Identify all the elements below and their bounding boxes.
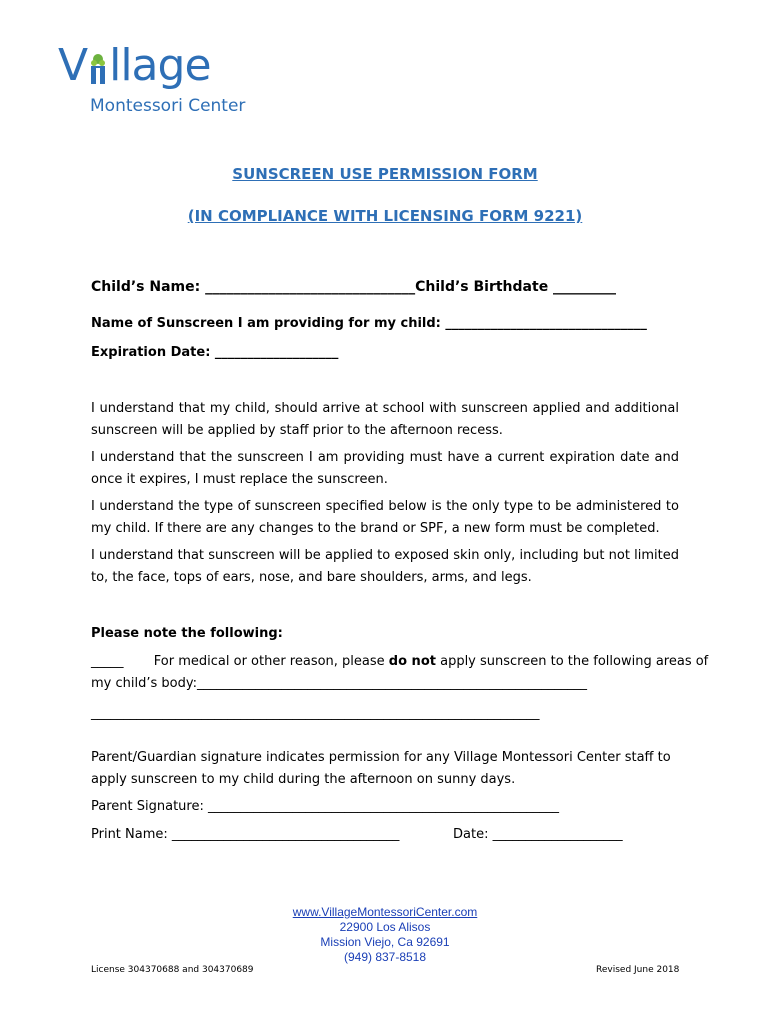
note-heading: Please note the following:	[91, 626, 283, 641]
form-title: SUNSCREEN USE PERMISSION FORM	[232, 165, 538, 183]
expiration-date-field[interactable]: Expiration Date: ___________________	[91, 345, 339, 360]
address-line-1: 22900 Los Alisos	[339, 920, 431, 934]
date-field[interactable]: Date: ____________________	[453, 827, 623, 842]
note-text-bold: do not	[388, 654, 436, 669]
logo-subtitle: Montessori Center	[90, 96, 246, 116]
childs-name-label: Child’s Name: ______________________________	[91, 279, 416, 295]
note-body-field[interactable]: my child’s body:____________________________________________________________	[91, 676, 587, 691]
paragraph-type: I understand the type of sunscreen specified below is the only type to be administered to my child. If there are any changes to the brand or SPF, a new form must be completed.	[91, 499, 679, 536]
license-text: License 304370688 and 304370689	[91, 965, 254, 975]
note-extra-field[interactable]: _____________________________________________________________________	[91, 706, 540, 721]
note-blank[interactable]: _____	[91, 654, 124, 669]
note-text-before: For medical or other reason, please	[153, 654, 389, 669]
phone-number: (949) 837-8518	[343, 950, 427, 964]
revised-date: Revised June 2018	[596, 965, 680, 975]
paragraph-expiration: I understand that the sunscreen I am providing must have a current expiration date and once it expires, I must replace the sunscreen.	[91, 450, 679, 487]
address-line-2: Mission Viejo, Ca 92691	[320, 935, 450, 949]
note-line	[91, 651, 709, 673]
footer-contact	[0, 905, 770, 965]
paragraph-arrival: I understand that my child, should arrive at school with sunscreen applied and additional sunscreen will be applied by staff prior to the afternoon recess.	[91, 401, 679, 438]
sunscreen-name-field[interactable]: Name of Sunscreen I am providing for my child: _______________________________	[91, 316, 647, 331]
website-link[interactable]: www.VillageMontessoriCenter.com	[292, 905, 478, 919]
permission-text: Parent/Guardian signature indicates permission for any Village Montessori Center staff to apply sunscreen to my child during the afternoon on sunny days.	[91, 750, 671, 787]
parent-signature-field[interactable]: Parent Signature: ______________________________________________________	[91, 799, 559, 814]
paragraph-application: I understand that sunscreen will be applied to exposed skin only, including but not limited to, the face, tops of ears, nose, and bare shoulders, arms, and legs.	[91, 548, 679, 585]
childs-name-field[interactable]	[91, 276, 616, 298]
logo-wordmark	[58, 40, 211, 91]
print-name-field[interactable]: Print Name: ___________________________________	[91, 827, 400, 842]
logo-letter-v: V	[58, 40, 88, 91]
tree-icon	[88, 52, 108, 84]
childs-birthdate-label: Child’s Birthdate _________	[415, 279, 617, 295]
logo-word-suffix: llage	[109, 40, 211, 91]
form-subtitle: (IN COMPLIANCE WITH LICENSING FORM 9221)	[187, 207, 583, 225]
note-text-after: apply sunscreen to the following areas of	[435, 654, 709, 669]
